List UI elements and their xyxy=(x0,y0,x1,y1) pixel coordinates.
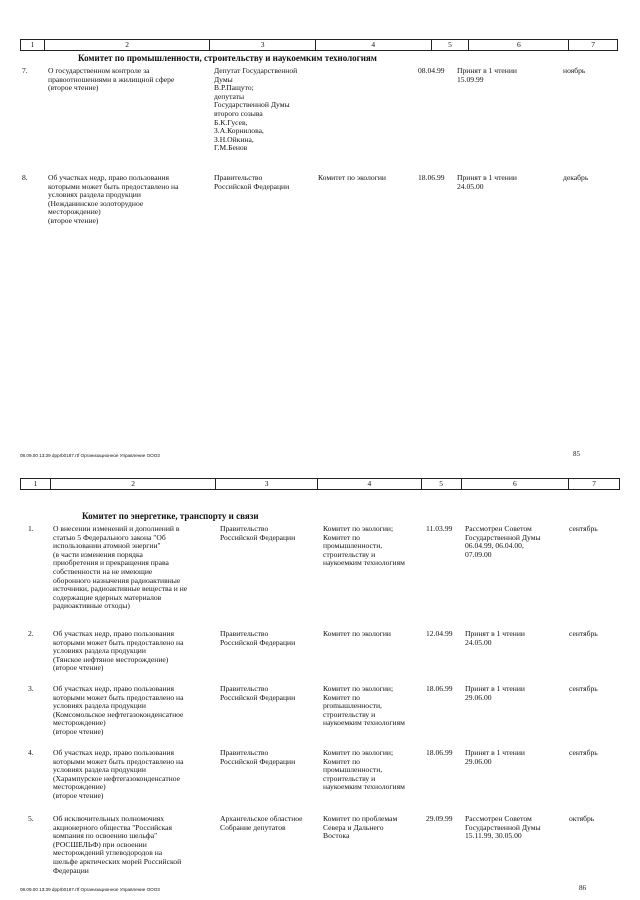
row-status: Рассмотрен Советом Государственной Думы 06.04.99, 06.04.00, 07.09.00 xyxy=(465,524,541,559)
row-title: Об участках недр, право пользования которыми может быть предоставлено на условиях раздела продукции (Нежданинское золоторудное месторождение) (второе чтение) xyxy=(48,173,179,225)
page-footer: 08.09.00 13:39 dpprb0187.rtf Организационное Управление ООО3 xyxy=(20,887,160,892)
header-col-4: 4 xyxy=(318,479,422,489)
row-date: 29.09.99 xyxy=(426,814,453,823)
row-number: 2. xyxy=(28,629,34,638)
row-date: 08.04.99 xyxy=(418,66,445,75)
header-col-1: 1 xyxy=(21,479,51,489)
row-month: сентябрь xyxy=(569,629,598,638)
row-author: Архангельское областное Собрание депутатов xyxy=(220,814,303,832)
section-title: Комитет по промышленности, строительству и наукоемким технологиям xyxy=(78,53,377,63)
row-number: 4. xyxy=(28,748,34,757)
header-col-5: 5 xyxy=(422,479,462,489)
row-author: Правительство Российской Федерации xyxy=(220,629,296,647)
row-title: О государственном контроле за правоотношениями в жилищной сфере (второе чтение) xyxy=(48,66,175,93)
row-committee: Комитет по экологии; Комитет по промышленности, строительству и наукоемким технологиям xyxy=(323,524,405,568)
row-committee: Комитет по проблемам Севера и Дальнего Востока xyxy=(323,814,398,841)
header-col-7: 7 xyxy=(591,40,595,49)
row-author: Правительство Российской Федерации xyxy=(214,173,290,191)
row-title: Об участках недр, право пользования которыми может быть предоставлено на условиях раздела продукции (Комсомольское нефтегазоконденсатное месторождение) (второе чтение) xyxy=(53,684,184,736)
row-title: Об участках недр, право пользования которыми может быть предоставлено на условиях раздела продукции (Харампурское нефтегазоконденсатное месторождение) (второе чтение) xyxy=(53,748,184,800)
row-number: 8. xyxy=(22,173,28,182)
row-date: 18.06.99 xyxy=(426,684,453,693)
row-title: О внесении изменений и дополнений в статью 5 Федерального закона "Об использовании атомной энергии" (в части изменения порядка приобретения и прекращения права собственности на не имеющие оборонного назначения радиоактивные источники, радиоактивные вещества и не содержащие ядерных материалов радиоактивные отходы) xyxy=(53,524,188,611)
page-footer: 08.09.00 13:39 dpprb0187.rtf Организационное Управление ООО3 xyxy=(20,453,160,458)
row-month: декабрь xyxy=(563,173,589,182)
row-month: ноябрь xyxy=(563,66,586,75)
header-col-2: 2 xyxy=(51,479,216,489)
column-header xyxy=(20,39,618,51)
row-committee: Комитет по экологии xyxy=(323,629,391,638)
page-number: 85 xyxy=(573,450,580,458)
row-date: 12.04.99 xyxy=(426,629,453,638)
header-col-2: 2 xyxy=(45,40,210,50)
row-committee: Комитет по экологии; Комитет по промышленности, строительству и наукоемким технологиям xyxy=(323,748,405,792)
row-status: Принят в 1 чтении 24.05.00 xyxy=(457,173,517,191)
row-month: октябрь xyxy=(569,814,595,823)
row-author: Депутат Государственной Думы В.Р.Пащуто; депутаты Государственной Думы второго созыва Б.К.Гусев, З.А.Корнилова, З.Н.Ойкина, Г.М.Бенов xyxy=(214,66,298,153)
row-title: Об исключительных полномочиях акционерного общества "Российская компания по освоению шельфа" (РОСШЕЛЬФ) при освоении месторождений углеводородов на шельфе арктических морей Российской Федерации xyxy=(53,814,182,875)
row-date: 11.03.99 xyxy=(426,524,453,533)
row-status: Принят в 1 чтении 24.05.00 xyxy=(465,629,525,647)
header-col-5: 5 xyxy=(432,40,470,50)
row-title: Об участках недр, право пользования которыми может быть предоставлено на условиях раздела продукции (Тянское нефтяное месторождение) (второе чтение) xyxy=(53,629,184,673)
header-col-3: 3 xyxy=(216,479,318,489)
header-col-7: 7 xyxy=(592,479,596,488)
row-status: Принят в 1 чтении 29.06.00 xyxy=(465,748,525,766)
header-col-6: 6 xyxy=(469,40,569,50)
header-col-6: 6 xyxy=(462,479,570,489)
row-author: Правительство Российской Федерации xyxy=(220,524,296,542)
row-status: Рассмотрен Советом Государственной Думы 15.11.99, 30.05.00 xyxy=(465,814,541,841)
header-col-3: 3 xyxy=(210,40,316,50)
row-status: Принят в 1 чтении 29.06.00 xyxy=(465,684,525,702)
row-date: 18.06.99 xyxy=(418,173,445,182)
row-author: Правительство Российской Федерации xyxy=(220,748,296,766)
row-number: 3. xyxy=(28,684,34,693)
header-col-4: 4 xyxy=(316,40,432,50)
document-page-2 xyxy=(0,478,640,900)
row-number: 5. xyxy=(28,814,34,823)
row-month: сентябрь xyxy=(569,748,598,757)
row-committee: Комитет по экологии; Комитет по promышленности, строительству и наукоемким технологиям xyxy=(323,684,405,728)
header-col-1: 1 xyxy=(21,40,45,50)
row-date: 18.06.99 xyxy=(426,748,453,757)
row-status: Принят в 1 чтении 15.09.99 xyxy=(457,66,517,84)
row-committee: Комитет по экологии xyxy=(318,173,386,182)
row-number: 1. xyxy=(28,524,34,533)
page-number: 86 xyxy=(579,884,586,892)
column-header xyxy=(20,478,620,490)
row-number: 7. xyxy=(22,66,28,75)
row-month: сентябрь xyxy=(569,684,598,693)
section-title: Комитет по энергетике, транспорту и связи xyxy=(82,511,259,521)
row-month: сентябрь xyxy=(569,524,598,533)
row-author: Правительство Российской Федерации xyxy=(220,684,296,702)
